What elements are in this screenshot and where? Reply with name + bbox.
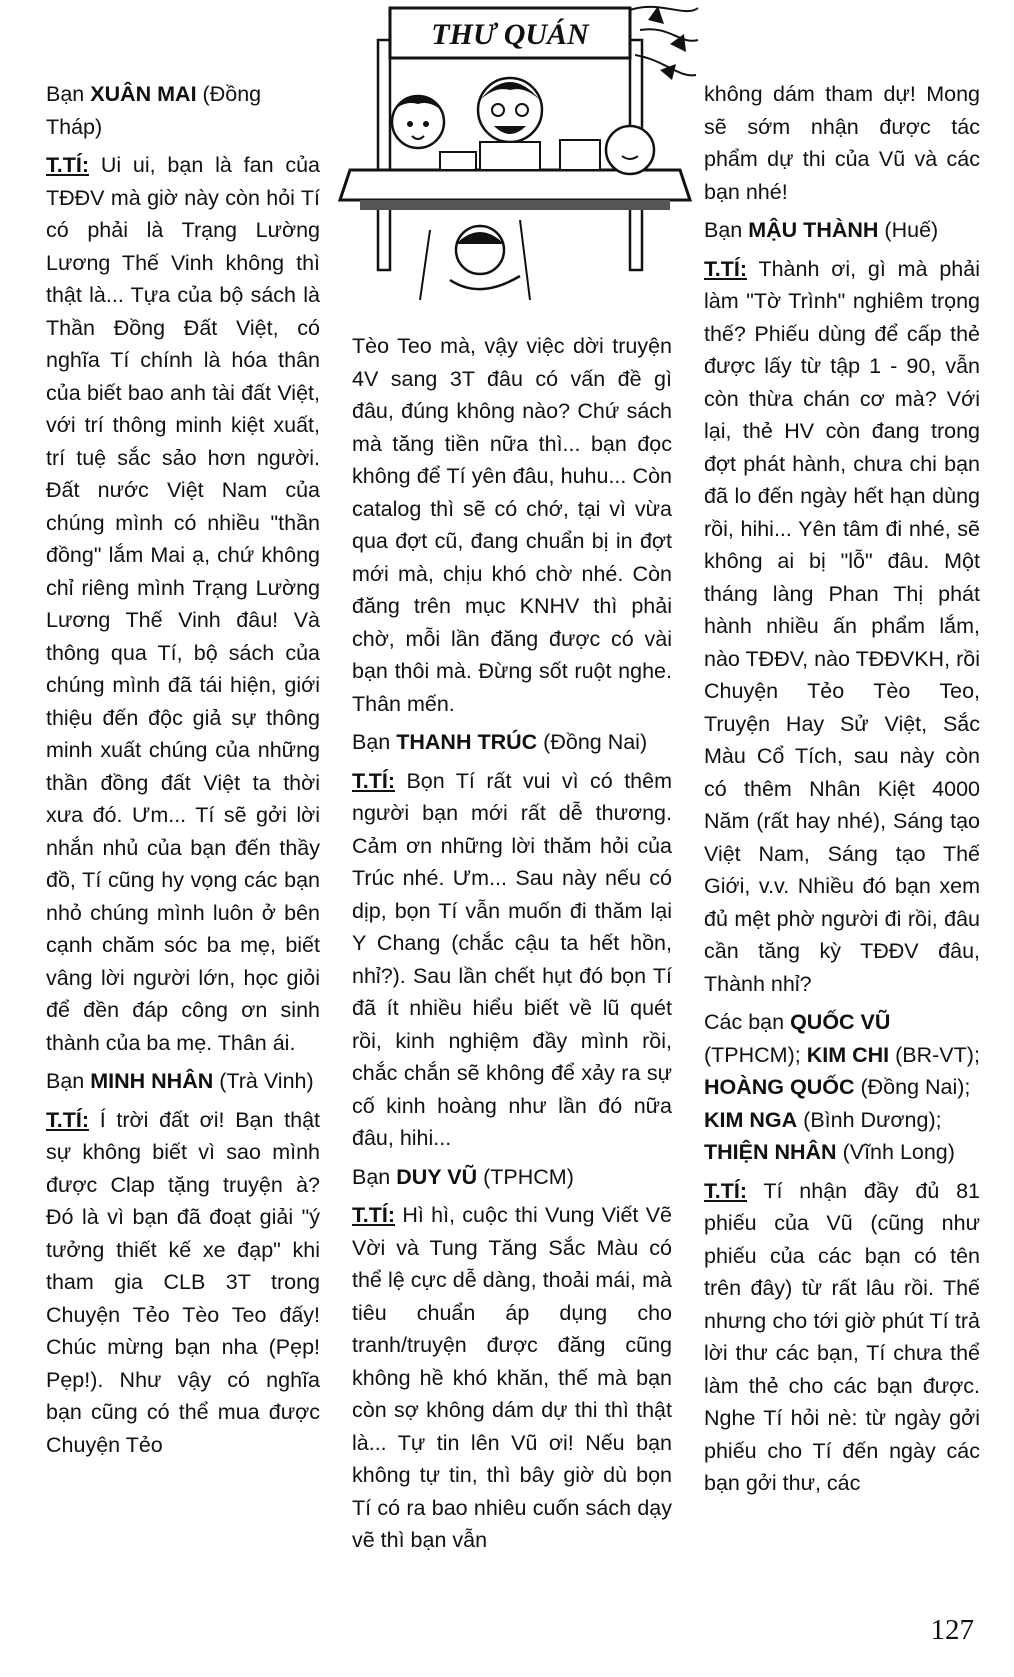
sender-name: XUÂN MAI — [90, 82, 197, 106]
letter-heading: Bạn XUÂN MAI (Đồng Tháp) — [46, 82, 262, 139]
continued-paragraph: không dám tham dự! Mong sẽ sớm nhận được tác phẩm dự thi của Vũ và các bạn nhé! — [704, 82, 980, 204]
column-3 — [704, 78, 980, 1500]
shop-sign: THƯ QUÁN — [431, 18, 589, 51]
reply-paragraph: T.TÍ: Í trời đất ơi! Bạn thật sự không biết vì sao mình được Clap tặng truyện à? Đó là vì bạn đã đoạt giải "ý tưởng thiết kế xe đạp" khi tham gia CLB 3T trong Chuyện Tẻo Tèo Teo đấy! Chúc mừng bạn nha (Pẹp! Pẹp!). Như vậy có nghĩa bạn cũng có thể mua được Chuyện Tẻo — [46, 1107, 320, 1457]
sender-place: (Huế) — [884, 218, 939, 242]
thu-quan-illustration — [330, 0, 700, 322]
column-1 — [46, 78, 320, 1461]
letter-heading: Bạn MẬU THÀNH (Huế) — [704, 218, 939, 242]
sender-place: (Đồng Nai) — [543, 730, 648, 754]
sender-name: QUỐC VŨ — [790, 1010, 891, 1034]
continued-paragraph: Tèo Teo mà, vậy việc dời truyện 4V sang 3T đâu có vấn đề gì đâu, đúng không nào? Chứ sách mà tăng tiền nữa thì... bạn đọc không để Tí yên đâu, huhu... Còn catalog thì sẽ có chớ, tại vì vừa qua đợt cũ, đang chuẩn bị in đợt mới mà, chịu khó chờ nhé. Còn đăng trên mục KNHV thì phải chờ, mỗi lần đăng được có vài bạn thôi mà. Đừng sốt ruột nghe. Thân mến. — [352, 334, 672, 716]
sender-name: HOÀNG QUỐC — [704, 1075, 855, 1099]
sender-place: (Trà Vinh) — [219, 1069, 314, 1093]
sender-place: (Vĩnh Long) — [842, 1140, 955, 1164]
sender-name: MẬU THÀNH — [748, 218, 879, 242]
letter-heading: Bạn THANH TRÚC (Đồng Nai) — [352, 730, 648, 754]
sender-place: (TPHCM) — [483, 1164, 574, 1189]
column-2 — [352, 330, 672, 1557]
sender-name: KIM CHI — [806, 1042, 890, 1067]
sender-name: THANH TRÚC — [396, 730, 538, 754]
sender-name: KIM NGA — [704, 1107, 798, 1132]
sender-place: (Đồng Tháp) — [46, 82, 262, 139]
page-number: 127 — [930, 1614, 974, 1646]
letter-heading: Bạn DUY VŨ (TPHCM) — [352, 1164, 574, 1189]
sender-place: (Đồng Nai); — [860, 1075, 971, 1099]
reply-paragraph: T.TÍ: Hì hì, cuộc thi Vung Viết Vẽ Vời và Tung Tăng Sắc Màu có thể lệ cực dễ dàng, thoải mái, mà tiêu chuẩn áp dụng cho tranh/truyện được đăng cũng không hề khó khăn, thế mà bạn còn sợ không dám dự thi thì thật là... Tự tin lên Vũ ơi! Nếu bạn không tự tin, thì bây giờ dù bọn Tí có ra bao nhiêu cuốn sách dạy vẽ thì bạn vẫn — [352, 1203, 672, 1552]
reply-paragraph: T.TÍ: Bọn Tí rất vui vì có thêm người bạn mới rất dễ thương. Cảm ơn những lời thăm hỏi của Trúc nhé. Ưm... Sau này nếu có dịp, bọn Tí vẫn muốn đi thăm lại Y Chang (chắc cậu ta hết hồn, nhỉ?). Sau lần chết hụt đó bọn Tí đã ít nhiều hiểu biết về lũ quét rồi, kinh nghiệm đầy mình rồi, chắc chắn sẽ không để xảy ra sự cố kinh hoàng như lần đó nữa đâu, hihi... — [352, 768, 672, 1150]
sender-place: (Bình Dương); — [803, 1107, 942, 1132]
reply-paragraph: T.TÍ: Tí nhận đầy đủ 81 phiếu của Vũ (cũng như phiếu của các bạn có tên trên đây) từ rất lâu rồi. Thế nhưng cho tới giờ phút Tí trả lời thư các bạn, Tí chưa thể làm thẻ cho các bạn được. Nghe Tí hỏi nè: từ ngày gởi phiếu cho Tí đến ngày các bạn gởi thư, các — [704, 1178, 980, 1495]
sender-name: THIỆN NHÂN — [704, 1140, 837, 1164]
group-heading: Các bạn QUỐC VŨ (TPHCM); KIM CHI (BR-VT); HOÀNG QUỐC (Đồng Nai); KIM NGA (Bình Dương); THIỆN NHÂN (Vĩnh Long) — [704, 1010, 980, 1164]
sender-place: (TPHCM); — [704, 1042, 801, 1067]
letter-heading: Bạn MINH NHÂN (Trà Vinh) — [46, 1069, 314, 1093]
reply-paragraph: T.TÍ: Ui ui, bạn là fan của TĐĐV mà giờ này còn hỏi Tí có phải là Trạng Lường Lương Thế Vinh không thì thật là... Tựa của bộ sách là Thần Đồng Đất Việt, có nghĩa Tí chính là hóa thân của biết bao anh tài đất Việt, với trí thông minh kiệt xuất, trí tuệ sắc sảo hơn người. Đất nước Việt Nam của chúng mình có nhiều "thần đồng" lắm Mai ạ, chứ không chỉ riêng mình Trạng Lường Lương Thế Vinh đâu! Và thông qua Tí, bộ sách của chúng mình đã tái hiện, giới thiệu đến độc giả sự thông minh xuất chúng của những thần đồng đất Việt ta thời xưa đó. Ưm... Tí sẽ gởi lời nhắn nhủ của bạn đến thầy đồ, Tí cũng hy vọng các bạn nhỏ chúng mình luôn ở bên cạnh chăm sóc ba mẹ, biết vâng lời người lớn, học giỏi để đền đáp công ơn sinh thành của ba mẹ. Thân ái. — [46, 153, 320, 1055]
sender-name: MINH NHÂN — [90, 1069, 214, 1093]
sender-place: (BR-VT); — [895, 1042, 980, 1067]
sender-name: DUY VŨ — [396, 1164, 478, 1189]
reply-paragraph: T.TÍ: Thành ơi, gì mà phải làm "Tờ Trình" nghiêm trọng thế? Phiếu dùng để cấp thẻ được lấy từ tập 1 - 90, vẫn còn thừa chán cơ mà? Với lại, thẻ HV còn đang trong đợt phát hành, chưa chi bạn đã lo đến ngày hết hạn dùng rồi, hihi... Yên tâm đi nhé, sẽ không ai bị "lỗ" đâu. Một tháng làng Phan Thị phát hành nhiều ấn phẩm lắm, nào TĐĐV, nào TĐĐVKH, rồi Chuyện Tẻo Tèo Teo, Truyện Hay Sử Việt, Sắc Màu Cổ Tích, sau này còn có thêm Nhân Kiệt 4000 Năm (rất hay nhé), Sáng tạo Việt Nam, Sáng tạo Thế Giới, v.v. Nhiều đó bạn xem đủ mệt phờ người đi rồi, đâu cần tăng kỳ TĐĐV đâu, Thành nhỉ? — [704, 256, 980, 996]
